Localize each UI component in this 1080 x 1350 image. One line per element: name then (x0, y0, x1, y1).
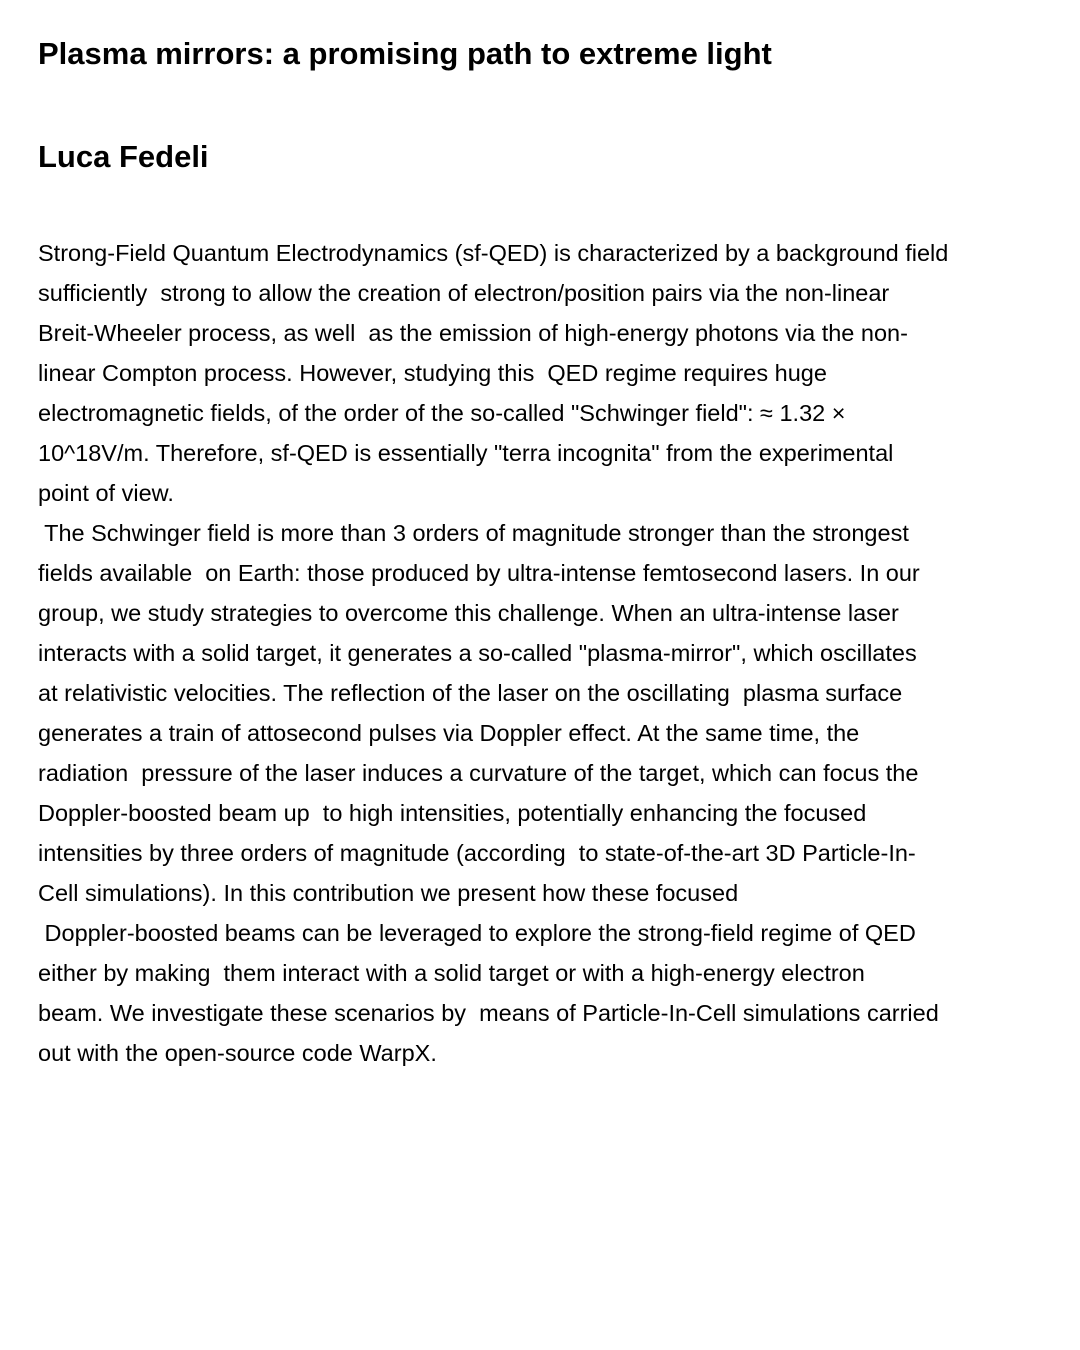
abstract-line: beam. We investigate these scenarios by means of Particle-In-Cell simulations carried (38, 1000, 939, 1026)
abstract-line: Breit-Wheeler process, as well as the emission of high-energy photons via the non- (38, 320, 908, 346)
document-title: Plasma mirrors: a promising path to extreme light (38, 36, 772, 71)
abstract-line: fields available on Earth: those produced by ultra-intense femtosecond lasers. In our (38, 560, 920, 586)
abstract-line: radiation pressure of the laser induces a curvature of the target, which can focus the (38, 760, 919, 786)
abstract-line: Cell simulations). In this contribution we present how these focused (38, 880, 739, 906)
abstract-line: The Schwinger field is more than 3 orders of magnitude stronger than the strongest (38, 520, 909, 546)
abstract-line: sufficiently strong to allow the creation of electron/position pairs via the non-linear (38, 280, 890, 306)
abstract-line: Strong-Field Quantum Electrodynamics (sf-QED) is characterized by a background field (38, 240, 949, 266)
abstract-line: generates a train of attosecond pulses via Doppler effect. At the same time, the (38, 720, 860, 746)
abstract-line: interacts with a solid target, it generates a so-called "plasma-mirror", which oscillates (38, 640, 917, 666)
abstract-line: Doppler-boosted beams can be leveraged to explore the strong-field regime of QED (38, 920, 916, 946)
abstract-line: 10^18V/m. Therefore, sf-QED is essentially "terra incognita" from the experimental (38, 440, 894, 466)
abstract-line: group, we study strategies to overcome this challenge. When an ultra-intense laser (38, 600, 899, 626)
abstract-line: out with the open-source code WarpX. (38, 1040, 437, 1066)
abstract-line: at relativistic velocities. The reflection of the laser on the oscillating plasma surface (38, 680, 903, 706)
abstract-line: intensities by three orders of magnitude (according to state-of-the-art 3D Particle-In- (38, 840, 916, 866)
abstract-line: electromagnetic fields, of the order of the so-called "Schwinger field": ≈ 1.32 × (38, 400, 846, 426)
abstract-line: linear Compton process. However, studying this QED regime requires huge (38, 360, 827, 386)
abstract-body (38, 233, 1048, 1073)
abstract-line: either by making them interact with a solid target or with a high-energy electron (38, 960, 865, 986)
author-name: Luca Fedeli (38, 139, 209, 174)
abstract-line: Doppler-boosted beam up to high intensities, potentially enhancing the focused (38, 800, 867, 826)
abstract-line: point of view. (38, 480, 174, 506)
